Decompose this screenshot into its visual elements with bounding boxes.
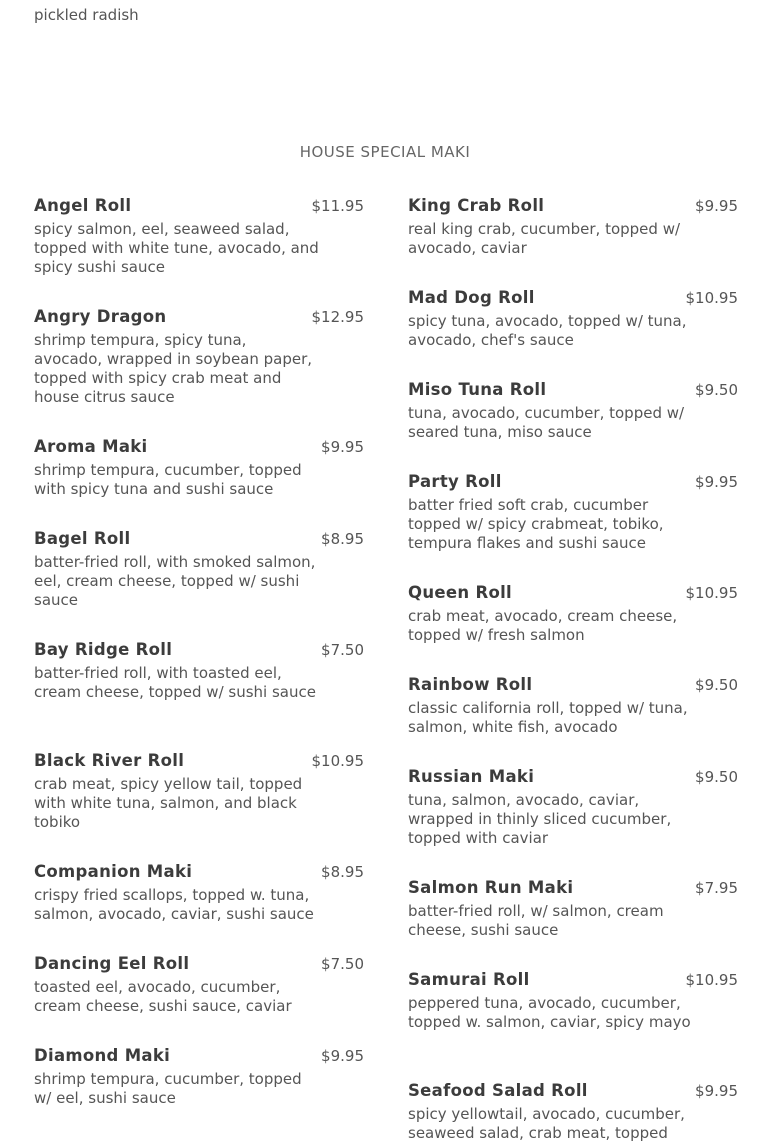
item-name: King Crab Roll (408, 196, 545, 215)
item-name: Dancing Eel Roll (34, 954, 190, 973)
item-price: $10.95 (685, 971, 738, 989)
item-description: tuna, avocado, cucumber, topped w/ seared tuna, miso sauce (408, 404, 685, 441)
item-name: Samurai Roll (408, 970, 530, 989)
item-name: Rainbow Roll (408, 675, 533, 694)
item-description: spicy yellowtail, avocado, cucumber, seaweed salad, crab meat, topped (408, 1105, 685, 1142)
item-price: $9.95 (695, 1082, 738, 1100)
menu-item-party-roll (408, 472, 738, 553)
item-name: Angry Dragon (34, 307, 167, 326)
menu-item-bay-ridge-roll (34, 640, 364, 702)
menu-item-miso-tuna-roll (408, 380, 738, 442)
item-price: $9.50 (695, 381, 738, 399)
menu-item-mad-dog-roll (408, 288, 738, 350)
item-price: $11.95 (311, 197, 364, 215)
item-description: peppered tuna, avocado, cucumber, topped w. salmon, caviar, spicy mayo (408, 994, 691, 1031)
item-name: Bagel Roll (34, 529, 131, 548)
item-name: Salmon Run Maki (408, 878, 574, 897)
item-price: $9.95 (695, 473, 738, 491)
item-price: $7.50 (321, 955, 364, 973)
menu-item-russian-maki (408, 767, 738, 848)
item-price: $10.95 (311, 752, 364, 770)
menu-item-seafood-salad-roll (408, 1081, 738, 1143)
item-price: $12.95 (311, 308, 364, 326)
item-name: Companion Maki (34, 862, 193, 881)
item-name: Bay Ridge Roll (34, 640, 173, 659)
item-description: classic california roll, topped w/ tuna, salmon, white fish, avocado (408, 699, 688, 736)
item-price: $7.95 (695, 879, 738, 897)
item-description: crab meat, spicy yellow tail, topped with white tuna, salmon, and black tobiko (34, 775, 303, 831)
item-price: $8.95 (321, 863, 364, 881)
item-description: batter-fried roll, with smoked salmon, eel, cream cheese, topped w/ sushi sauce (34, 553, 316, 609)
previous-item-description: pickled radish (34, 6, 139, 24)
item-price: $9.50 (695, 676, 738, 694)
item-name: Aroma Maki (34, 437, 148, 456)
item-description: batter fried soft crab, cucumber topped w/ spicy crabmeat, tobiko, tempura flakes and sushi sauce (408, 496, 664, 552)
item-description: crab meat, avocado, cream cheese, topped w/ fresh salmon (408, 607, 678, 644)
menu-item-rainbow-roll (408, 675, 738, 737)
item-name: Black River Roll (34, 751, 185, 770)
menu-item-queen-roll (408, 583, 738, 645)
item-description: crispy fried scallops, topped w. tuna, salmon, avocado, caviar, sushi sauce (34, 886, 314, 923)
item-description: shrimp tempura, cucumber, topped with spicy tuna and sushi sauce (34, 461, 302, 498)
item-name: Angel Roll (34, 196, 132, 215)
menu-item-aroma-maki (34, 437, 364, 499)
item-name: Mad Dog Roll (408, 288, 535, 307)
item-price: $9.50 (695, 768, 738, 786)
item-name: Party Roll (408, 472, 502, 491)
item-price: $8.95 (321, 530, 364, 548)
item-description: shrimp tempura, cucumber, topped w/ eel, sushi sauce (34, 1070, 302, 1107)
item-price: $9.95 (321, 438, 364, 456)
item-description: batter-fried roll, w/ salmon, cream cheese, sushi sauce (408, 902, 664, 939)
item-description: real king crab, cucumber, topped w/ avocado, caviar (408, 220, 681, 257)
menu-item-angry-dragon (34, 307, 364, 407)
item-description: spicy tuna, avocado, topped w/ tuna, avocado, chef's sauce (408, 312, 687, 349)
menu-item-diamond-maki (34, 1046, 364, 1108)
item-name: Russian Maki (408, 767, 535, 786)
menu-item-angel-roll (34, 196, 364, 277)
item-price: $7.50 (321, 641, 364, 659)
menu-item-black-river-roll (34, 751, 364, 832)
item-description: tuna, salmon, avocado, caviar, wrapped in thinly sliced cucumber, topped with caviar (408, 791, 672, 847)
item-price: $10.95 (685, 584, 738, 602)
item-price: $9.95 (695, 197, 738, 215)
item-name: Miso Tuna Roll (408, 380, 547, 399)
menu-item-samurai-roll (408, 970, 738, 1032)
item-description: shrimp tempura, spicy tuna, avocado, wrapped in soybean paper, topped with spicy crab meat and house citrus sauce (34, 331, 313, 406)
item-name: Queen Roll (408, 583, 512, 602)
menu-item-dancing-eel-roll (34, 954, 364, 1016)
item-description: spicy salmon, eel, seaweed salad, topped with white tune, avocado, and spicy sushi sauce (34, 220, 319, 276)
item-description: batter-fried roll, with toasted eel, cream cheese, topped w/ sushi sauce (34, 664, 316, 701)
section-title: HOUSE SPECIAL MAKI (299, 143, 471, 162)
menu-item-salmon-run-maki (408, 878, 738, 940)
menu-item-bagel-roll (34, 529, 364, 610)
menu-item-king-crab-roll (408, 196, 738, 258)
item-name: Diamond Maki (34, 1046, 171, 1065)
item-price: $10.95 (685, 289, 738, 307)
menu-item-companion-maki (34, 862, 364, 924)
item-description: toasted eel, avocado, cucumber, cream cheese, sushi sauce, caviar (34, 978, 292, 1015)
item-price: $9.95 (321, 1047, 364, 1065)
item-name: Seafood Salad Roll (408, 1081, 588, 1100)
